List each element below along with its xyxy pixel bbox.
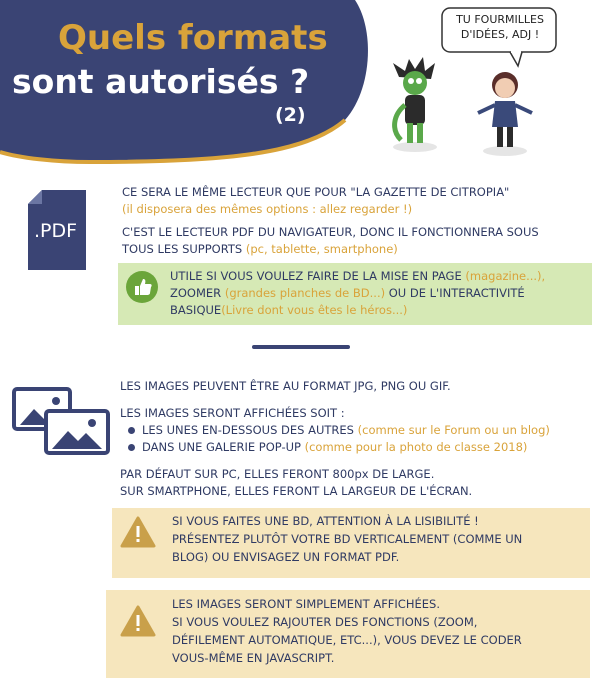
title-part-number: (2) (275, 104, 306, 126)
girl-character-illustration (470, 65, 540, 157)
images-pc-width: PAR DÉFAUT SUR PC, ELLES FERONT 800px DE LARGE. (120, 467, 435, 481)
warning-icon (120, 516, 156, 548)
pdf-line-3: C'EST LE LECTEUR PDF DU NAVIGATEUR, DONC IL FONCTIONNERA SOUS (122, 225, 539, 239)
section-divider (252, 345, 350, 349)
bullet-item: DANS UNE GALERIE POP-UP (comme pour la photo de classe 2018) (120, 439, 590, 456)
pdf-line-4: TOUS LES SUPPORTS (pc, tablette, smartphone) (122, 242, 398, 256)
images-display-intro: LES IMAGES SERONT AFFICHÉES SOIT : (120, 406, 345, 420)
pdf-line-1: CE SERA LE MÊME LECTEUR QUE POUR "LA GAZETTE DE CITROPIA" (122, 185, 510, 199)
speech-text: TU FOURMILLES D'IDÉES, ADJ ! (456, 13, 544, 41)
images-formats: LES IMAGES PEUVENT ÊTRE AU FORMAT JPG, PNG OU GIF. (120, 379, 451, 393)
bullet-item: LES UNES EN-DESSOUS DES AUTRES (comme sur le Forum ou un blog) (120, 422, 590, 439)
pdf-tip-text: UTILE SI VOUS VOULEZ FAIRE DE LA MISE EN PAGE (magazine...), ZOOMER (grandes planches de BD...) OU DE L'INTERACTIVITÉ BASIQUE(Livre dont vous êtes le héros...) (170, 269, 546, 317)
images-description (120, 378, 590, 500)
pdf-line-2: (il disposera des mêmes options : allez regarder !) (122, 202, 413, 216)
title-line-1: Quels formats (58, 18, 328, 58)
warning-bd-text: SI VOUS FAITES UNE BD, ATTENTION À LA LISIBILITÉ ! PRÉSENTEZ PLUTÔT VOTRE BD VERTICALEMENT (COMME UN BLOG) OU ENVISAGEZ UN FORMAT PDF. (172, 514, 523, 564)
warning-javascript-text: LES IMAGES SERONT SIMPLEMENT AFFICHÉES. SI VOUS VOULEZ RAJOUTER DES FONCTIONS (ZOOM, DÉFILEMENT AUTOMATIQUE, ETC...), VOUS DEVEZ LE CODER VOUS-MÊME EN JAVASCRIPT. (172, 597, 522, 665)
image-gallery-icon (12, 385, 112, 455)
images-smartphone-width: SUR SMARTPHONE, ELLES FERONT LA LARGEUR DE L'ÉCRAN. (120, 484, 473, 498)
warning-icon (120, 605, 156, 637)
title-line-2: sont autorisés ? (12, 62, 310, 101)
mascot-character-illustration (385, 55, 445, 155)
thumbs-up-icon (125, 270, 159, 304)
page-title (58, 18, 348, 58)
pdf-description (122, 184, 592, 258)
pdf-icon-label: .PDF (34, 220, 78, 242)
